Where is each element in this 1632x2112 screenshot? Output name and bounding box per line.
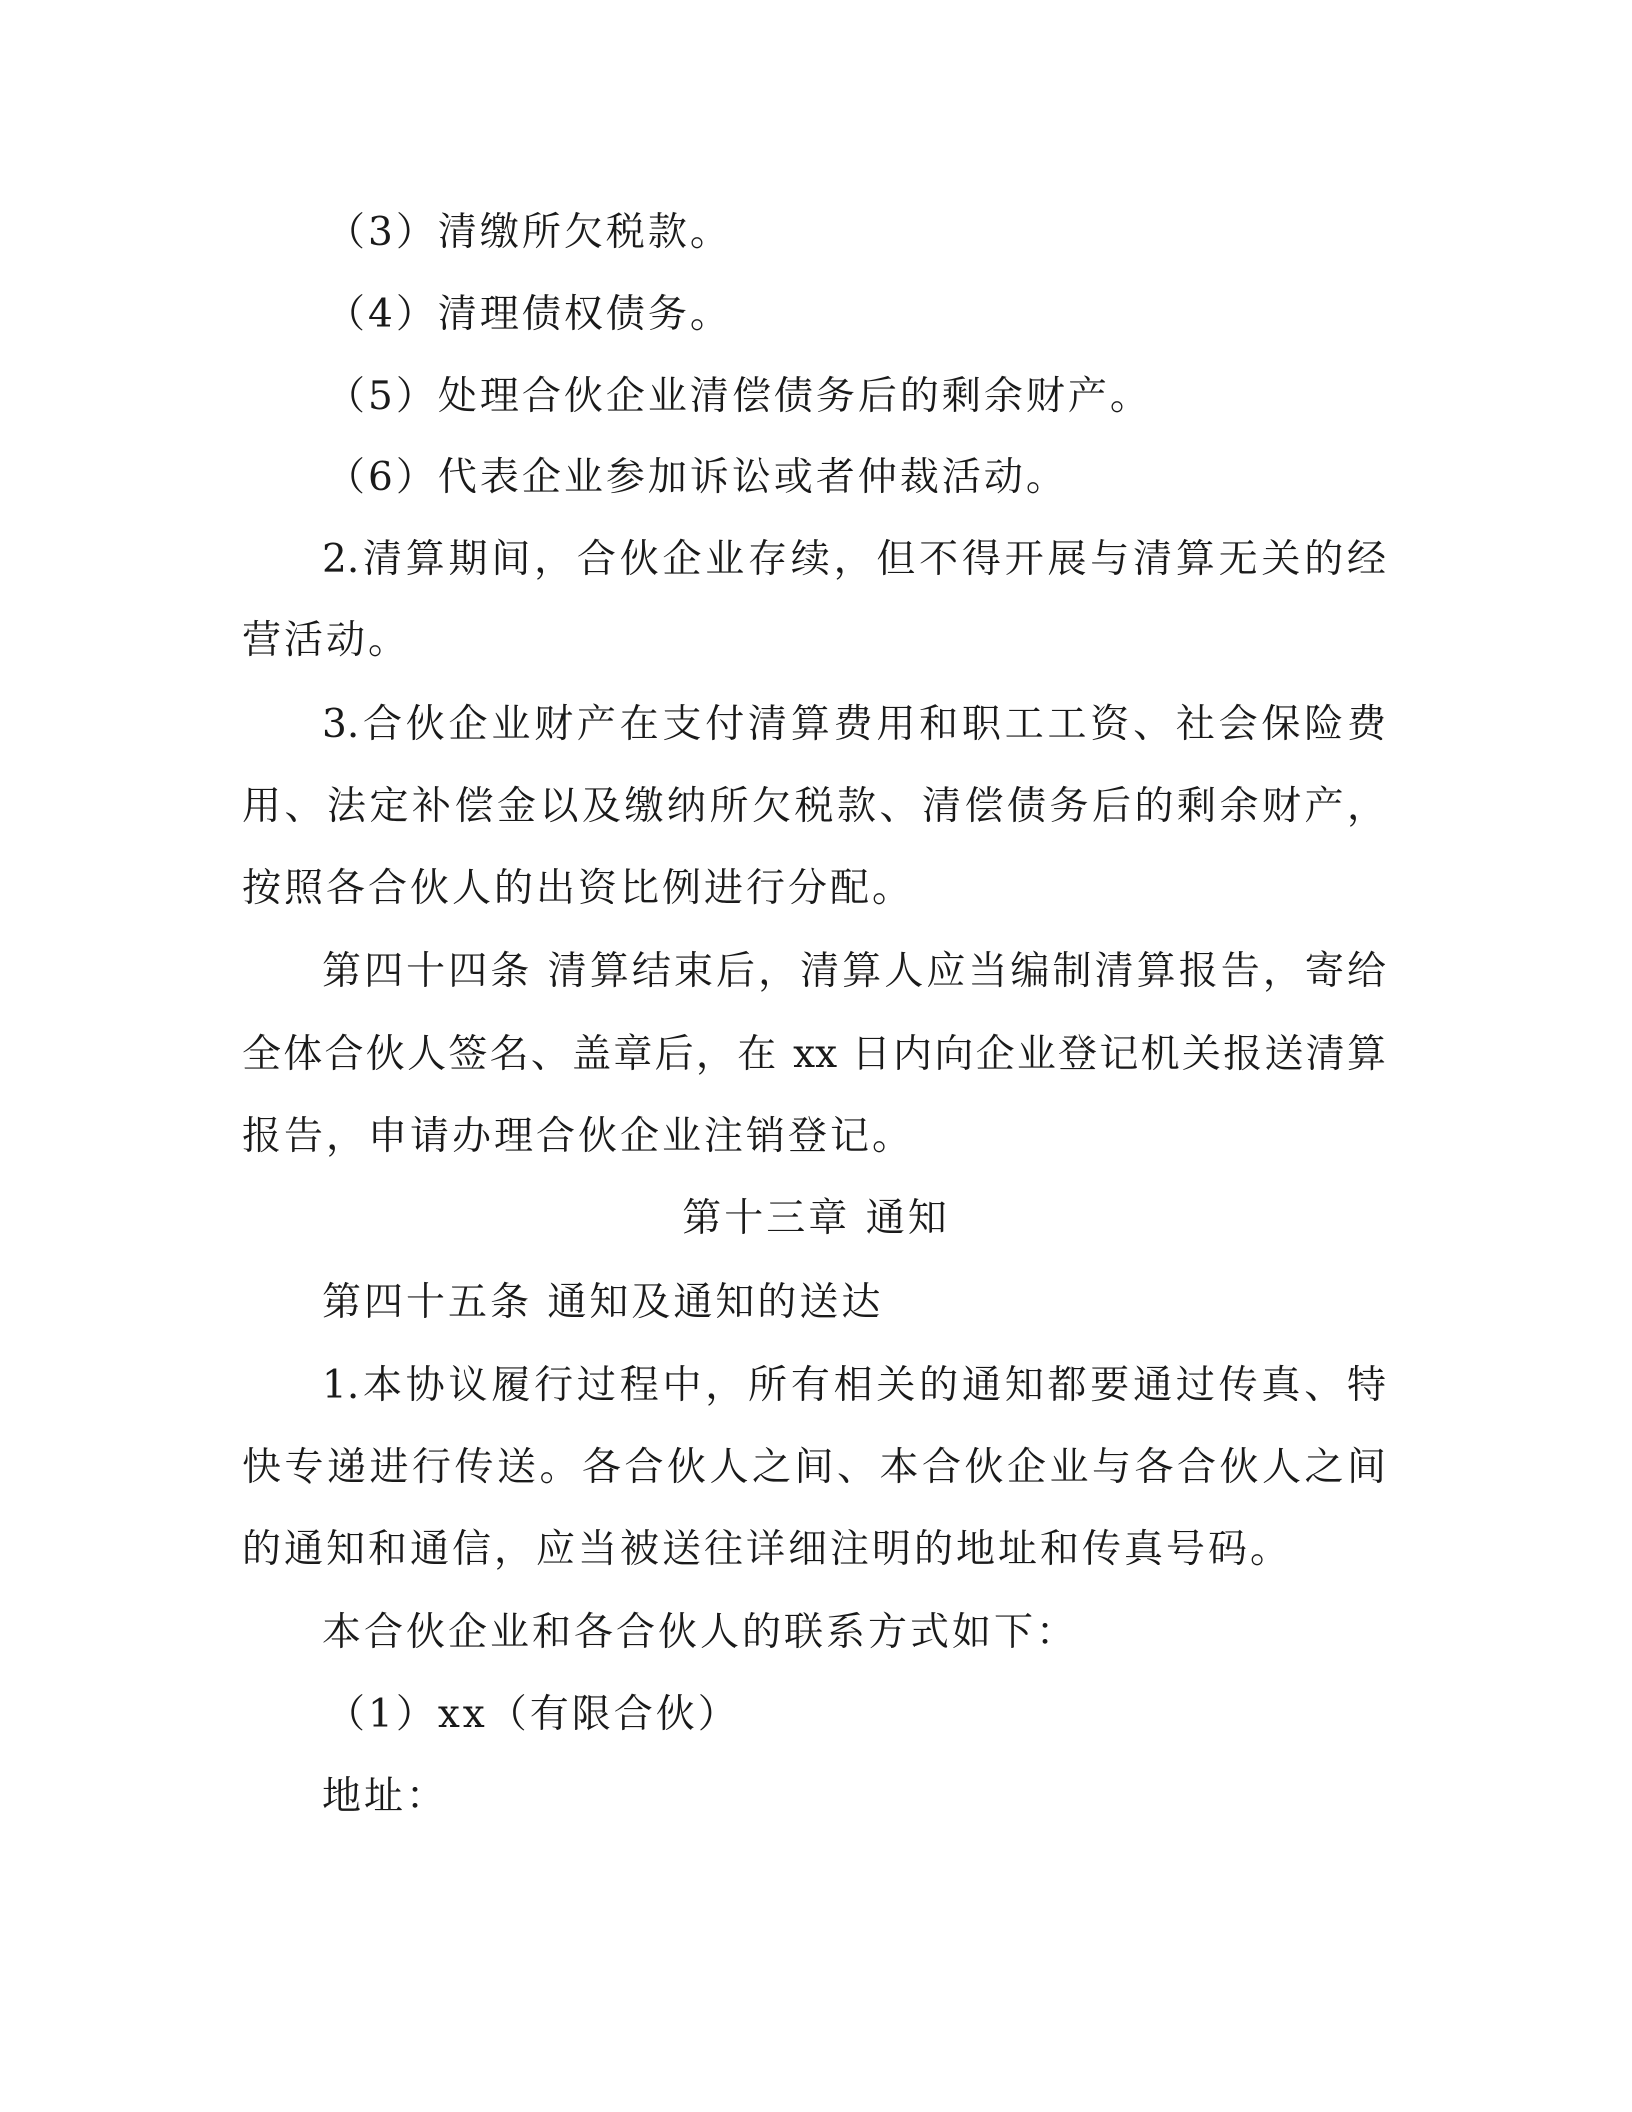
paragraph-notice-line-3: 的通知和通信，应当被送往详细注明的地址和传真号码。 [242, 1527, 1293, 1572]
article-44-line-3: 报告，申请办理合伙企业注销登记。 [242, 1114, 915, 1159]
article-44-line-2: 全体合伙人签名、盖章后，在 xx 日内向企业登记机关报送清算 [242, 1032, 1386, 1077]
list-item-4: （4）清理债权债务。 [326, 292, 732, 337]
article-44-line-1: 第四十四条 清算结束后，清算人应当编制清算报告，寄给 [322, 949, 1386, 994]
paragraph-3-line-1: 3.合伙企业财产在支付清算费用和职工工资、社会保险费 [322, 702, 1386, 747]
contact-item-1: （1）xx（有限合伙） [326, 1692, 740, 1737]
chapter-heading: 第十三章 通知 [682, 1196, 950, 1241]
paragraph-notice-line-2: 快专递进行传送。各合伙人之间、本合伙企业与各合伙人之间 [242, 1445, 1386, 1490]
article-45-title: 第四十五条 通知及通知的送达 [322, 1280, 884, 1325]
paragraph-notice-line-1: 1.本协议履行过程中，所有相关的通知都要通过传真、特 [322, 1363, 1386, 1408]
list-item-3: （3）清缴所欠税款。 [326, 210, 732, 255]
paragraph-2-line-1: 2.清算期间，合伙企业存续，但不得开展与清算无关的经 [322, 537, 1386, 582]
paragraph-2-line-2: 营活动。 [242, 618, 411, 663]
list-item-5: （5）处理合伙企业清偿债务后的剩余财产。 [326, 374, 1152, 419]
paragraph-3-line-3: 按照各合伙人的出资比例进行分配。 [242, 866, 915, 911]
address-label: 地址： [322, 1774, 449, 1819]
paragraph-3-line-2: 用、法定补偿金以及缴纳所欠税款、清偿债务后的剩余财产， [242, 784, 1386, 829]
list-item-6: （6）代表企业参加诉讼或者仲裁活动。 [326, 455, 1068, 500]
contact-intro: 本合伙企业和各合伙人的联系方式如下： [322, 1610, 1079, 1655]
